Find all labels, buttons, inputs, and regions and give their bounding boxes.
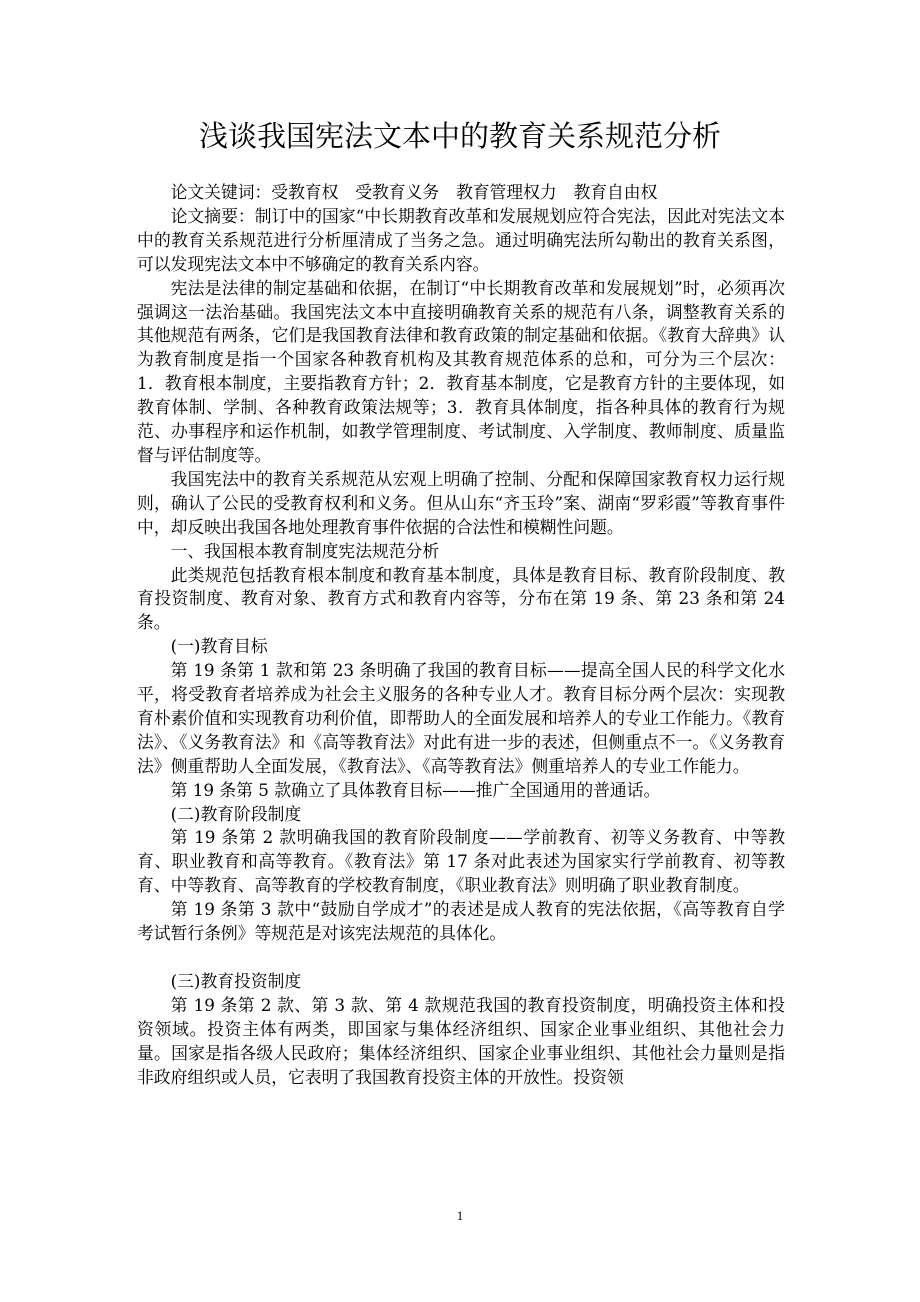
keywords-label: 论文关键词：	[170, 182, 272, 202]
body-paragraph: 第 19 条第 5 款确立了具体教育目标——推广全国通用的普通话。	[170, 779, 661, 800]
keyword: 教育自由权	[573, 182, 658, 202]
subsection-heading: (二)教育阶段制度	[170, 803, 302, 824]
body-paragraph: 第 19 条第 3 款中“鼓励自学成才”的表述是成人教育的宪法依据，《高等教育自学考试暂行条例》等规范是对该宪法规范的具体化。	[137, 899, 785, 944]
document-title: 浅谈我国宪法文本中的教育关系规范分析	[198, 119, 721, 153]
body-paragraph: 第 19 条第 1 款和第 23 条明确了我国的教育目标——提高全国人民的科学文化水平，将受教育者培养成为社会主义服务的各种专业人才。教育目标分两个层次：实现教育朴素价值和实现教育功利价值，即帮助人的全面发展和培养人的专业工作能力。《教育法》、《义务教育法》和《高等教育法》对此有进一步的表述，但侧重点不一。《义务教育法》侧重帮助人全面发展，《教育法》、《高等教育法》侧重培养人的专业工作能力。	[137, 660, 785, 776]
keywords-line	[137, 181, 785, 205]
body-paragraph: 第 19 条第 2 款明确我国的教育阶段制度——学前教育、初等义务教育、中等教育、职业教育和高等教育。《教育法》第 17 条对此表述为国家实行学前教育、初等教育、中等教育、高等教育的学校教育制度，《职业教育法》则明确了职业教育制度。	[137, 827, 785, 896]
body-paragraph: 此类规范包括教育根本制度和教育基本制度，具体是教育目标、教育阶段制度、教育投资制度、教育对象、教育方式和教育内容等，分布在第 19 条、第 23 条和第 24 条。	[137, 564, 785, 633]
subsection-heading: (一)教育目标	[170, 636, 268, 657]
keyword: 受教育权	[271, 182, 339, 202]
document-body	[137, 181, 785, 1089]
subsection-heading: (三)教育投资制度	[170, 970, 302, 991]
body-paragraph: 宪法是法律的制定基础和依据，在制订“中长期教育改革和发展规划”时，必须再次强调这一法治基础。我国宪法文本中直接明确教育关系的规范有八条，调整教育关系的其他规范有两条，它们是我国教育法律和教育政策的制定基础和依据。《教育大辞典》认为教育制度是指一个国家各种教育机构及其教育规范体系的总和，可分为三个层次：1．教育根本制度，主要指教育方针；2．教育基本制度，它是教育方针的主要体现，如教育体制、学制、各种教育政策法规等；3．教育具体制度，指各种具体的教育行为规范、办事程序和运作机制，如教学管理制度、考试制度、入学制度、教师制度、质量监督与评估制度等。	[137, 277, 785, 465]
keyword: 教育管理权力	[455, 182, 557, 202]
section-heading: 一、我国根本教育制度宪法规范分析	[170, 540, 440, 561]
page-number: 1	[456, 1208, 464, 1223]
keyword: 受教育义务	[355, 182, 440, 202]
abstract-paragraph: 论文摘要：制订中的国家“中长期教育改革和发展规划应符合宪法，因此对宪法文本中的教育关系规范进行分析厘清成了当务之急。通过明确宪法所勾勒出的教育关系图，可以发现宪法文本中不够确定的教育关系内容。	[137, 205, 785, 274]
body-paragraph: 第 19 条第 2 款、第 3 款、第 4 款规范我国的教育投资制度，明确投资主体和投资领域。投资主体有两类，即国家与集体经济组织、国家企业事业组织、其他社会力量。国家是指各级人民政府；集体经济组织、国家企业事业组织、其他社会力量则是指非政府组织或人员，它表明了我国教育投资主体的开放性。投资领	[137, 994, 785, 1087]
body-paragraph: 我国宪法中的教育关系规范从宏观上明确了控制、分配和保障国家教育权力运行规则，确认了公民的受教育权利和义务。但从山东“齐玉玲”案、湖南“罗彩霞”等教育事件中，却反映出我国各地处理教育事件依据的合法性和模糊性问题。	[137, 468, 785, 537]
